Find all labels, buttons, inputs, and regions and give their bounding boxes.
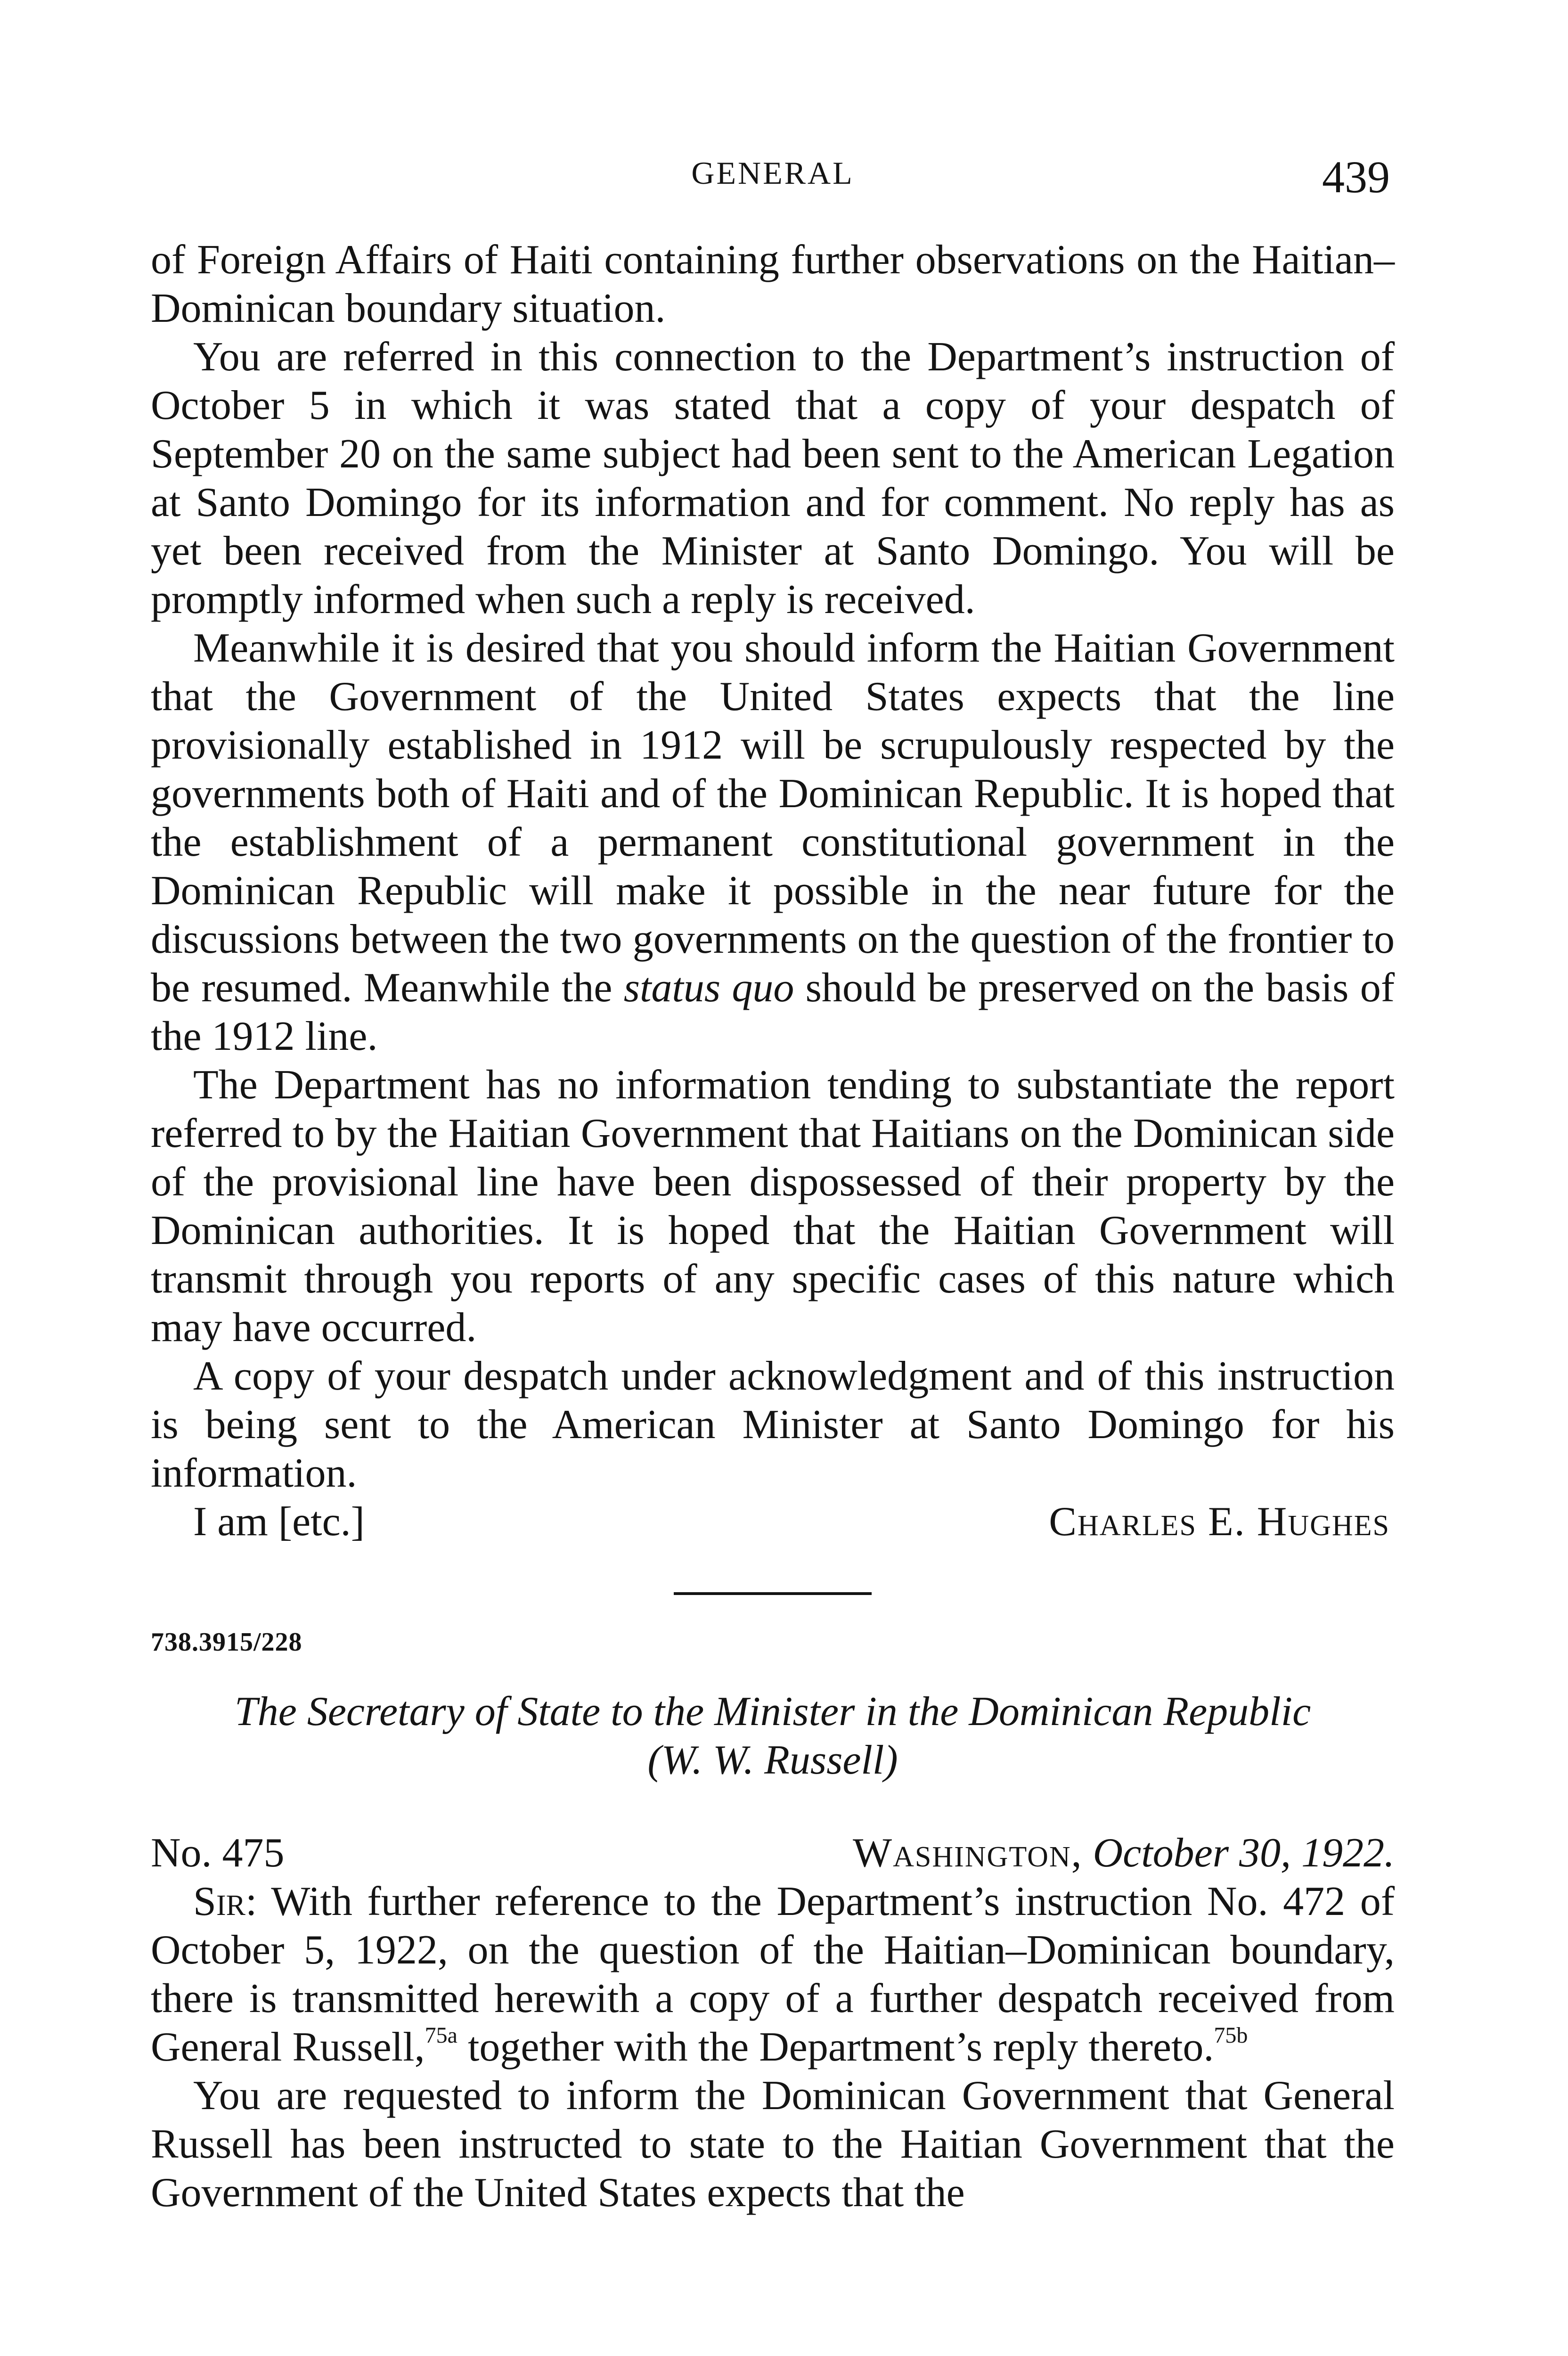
paragraph: You are requested to inform the Dominican Government that General Russell has been instructed to state to the Haitian Government that the Government of the United States expects that the [151,2073,1395,2216]
footnote-ref: 75a [425,2023,457,2048]
paragraph [151,624,1395,1061]
page-header [151,151,1395,207]
paragraph-text: should be preserved on the basis of the 1912 line. [151,965,1395,1059]
title-line: (W. W. Russell) [647,1737,898,1783]
date: October 30, 1922. [1093,1830,1395,1876]
paragraph: The Department has no information tending to substantiate the report referred to by the Haitian Government that Haitians on the Dominican side of the provisional line have been dispossessed of their property by the Dominican authorities. It is hoped that the Haitian Government will transmit through you reports of any specific cases of this nature which may have occurred. [151,1062,1395,1350]
instruction-number: No. 475 [151,1830,285,1876]
paragraph [151,1877,1395,2071]
main-text [151,236,1395,2217]
paragraph-text: : With further reference to the Department’s instruction No. 472 of October 5, 1922, on the question of the Haitian–Dominican boundary, there is transmitted herewith a copy of a further despatch received from General Russell, [151,1879,1395,2070]
title-line: The Secretary of State to the Minister in the Dominican Republic [234,1689,1311,1734]
running-head: GENERAL [691,155,854,191]
italic-phrase: status quo [623,965,794,1011]
section-divider [674,1592,872,1595]
dateline [151,1829,1395,1877]
paragraph-text: Meanwhile it is desired that you should inform the Haitian Government that the Government of the United States expects that the line provisionally established in 1912 will be scrupulously respected by the governments both of Haiti and of the Dominican Republic. It is hoped that the establishment of a permanent constitutional government in the Dominican Republic will make it possible in the near future for the discussions between the two governments on the question of the frontier to be resumed. Meanwhile the [151,625,1395,1011]
place: Washington, [853,1830,1083,1876]
closing: I am [etc.] [193,1499,365,1545]
signature: Charles E. Hughes [1049,1499,1390,1545]
file-number: 738.3915/228 [151,1628,302,1657]
paragraph: A copy of your despatch under acknowledgment and of this instruction is being sent to the American Minister at Santo Domingo for his information. [151,1353,1395,1496]
page-number: 439 [1322,152,1390,202]
paragraph: You are referred in this connection to the Department’s instruction of October 5 in which it was stated that a copy of your despatch of September 20 on the same subject had been sent to the American Legation at Santo Domingo for its information and for comment. No reply has as yet been received from the Minister at Santo Domingo. You will be promptly informed when such a reply is received. [151,334,1395,622]
footnote-ref: 75b [1214,2023,1248,2048]
paragraph-text: together with the Department’s reply thereto. [457,2024,1214,2070]
document-title [151,1687,1395,1784]
paragraph-continuation: of Foreign Affairs of Haiti containing further observations on the Haitian–Dominican boundary situation. [151,237,1395,331]
signature-row [151,1497,1395,1546]
salutation: Sir [193,1879,245,1924]
place-date [853,1829,1395,1877]
